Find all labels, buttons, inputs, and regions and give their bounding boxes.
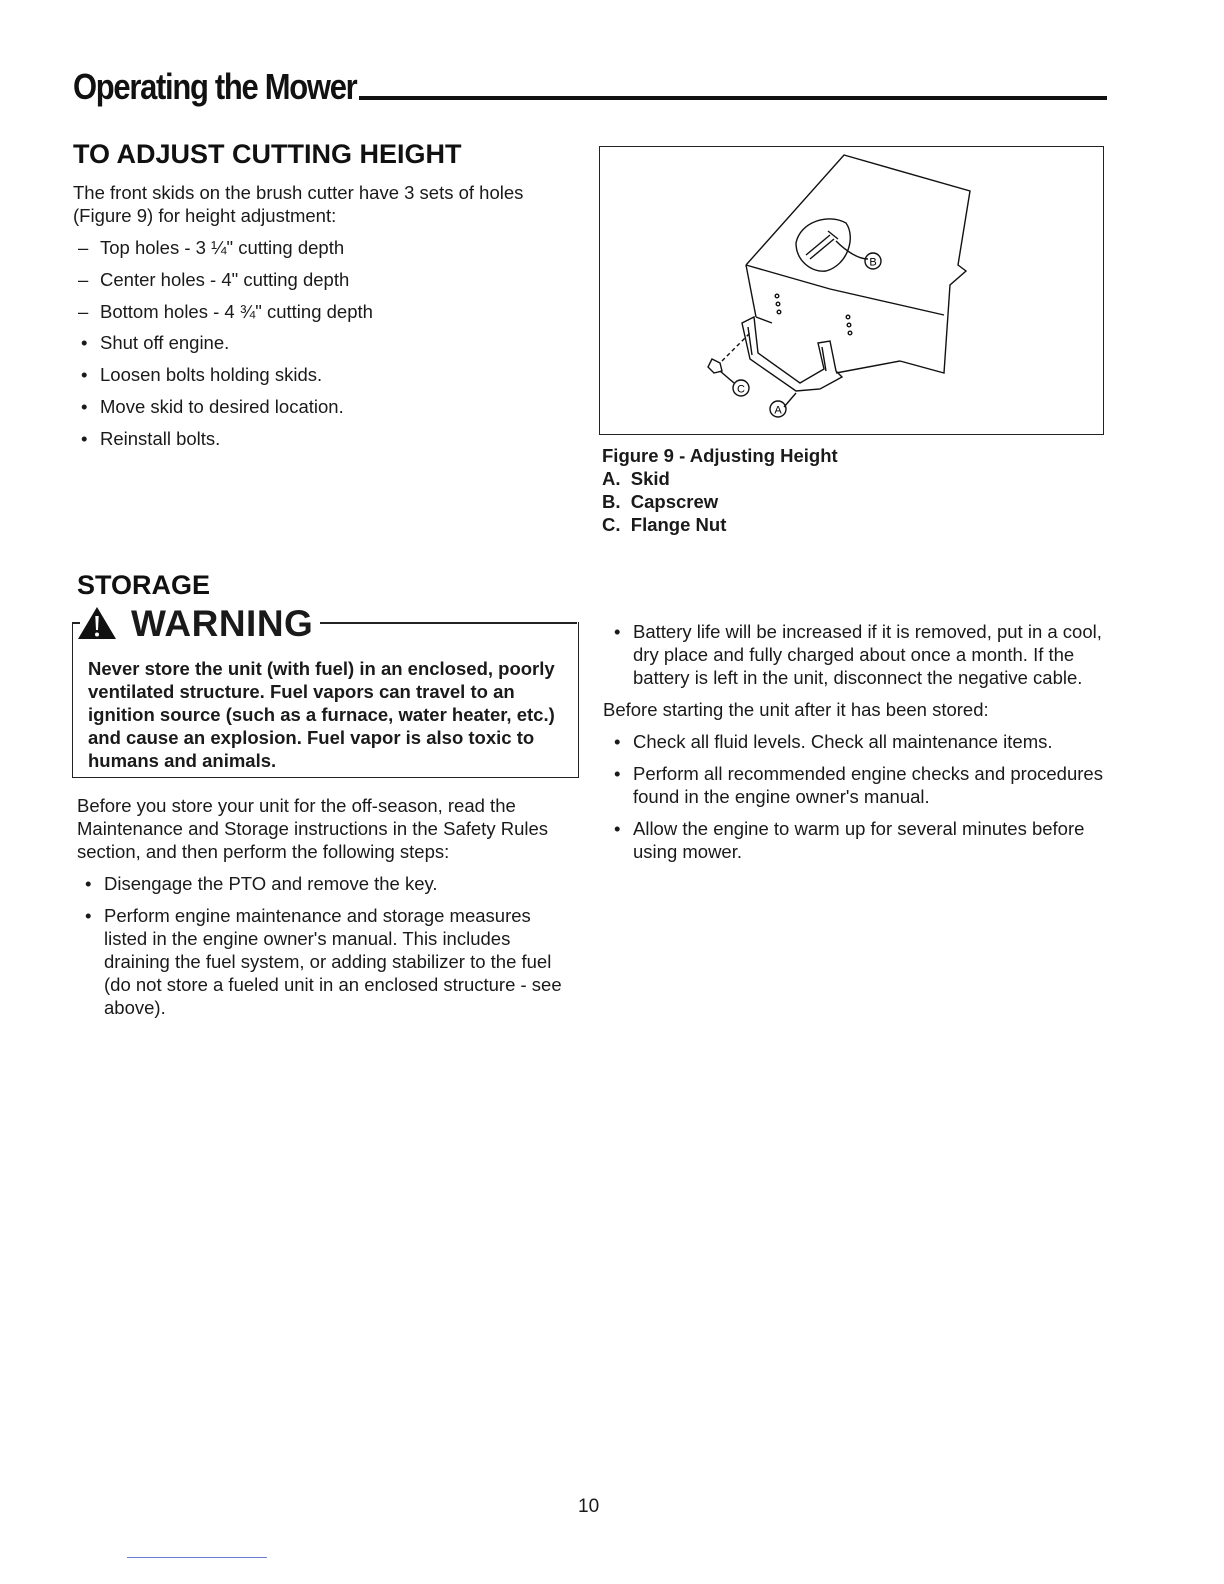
figure-legend-item: B. Capscrew bbox=[602, 491, 719, 512]
list-item: • Reinstall bolts. bbox=[73, 427, 573, 450]
list-item: • Perform all recommended engine checks and procedures found in the engine owner's manual. bbox=[606, 762, 1106, 808]
cutting-height-section bbox=[73, 139, 573, 450]
callout-c: C bbox=[737, 383, 745, 396]
list-item: • Perform engine maintenance and storage measures listed in the engine owner's manual. This includes draining the fuel system, or adding stabilizer to the fuel (do not store a fueled unit in an enclosed structure - see above). bbox=[77, 904, 572, 1019]
figure-legend-item: A. Skid bbox=[602, 468, 670, 489]
list-item: • Loosen bolts holding skids. bbox=[73, 363, 573, 386]
adjust-steps-list bbox=[73, 331, 573, 450]
storage-right-column bbox=[603, 620, 1106, 863]
warning-box-top-border bbox=[320, 622, 577, 624]
list-item: – Top holes - 3 ¼" cutting depth bbox=[73, 236, 573, 259]
header-rule bbox=[359, 96, 1107, 100]
list-item: • Move skid to desired location. bbox=[73, 395, 573, 418]
warning-triangle-icon bbox=[76, 605, 118, 641]
after-storage-list bbox=[606, 730, 1106, 863]
figure-caption-title: Figure 9 - Adjusting Height bbox=[602, 445, 838, 466]
storage-intro: Before you store your unit for the off-season, read the Maintenance and Storage instructions in the Safety Rules section, and then perform the following steps: bbox=[77, 795, 549, 862]
figure-9-frame bbox=[599, 146, 1104, 435]
warning-text: Never store the unit (with fuel) in an enclosed, poorly ventilated structure. Fuel vapors can travel to an ignition source (such as a furnace, water heater, etc.) and cause an explosion. Fuel vapor is also toxic to humans and animals. bbox=[88, 658, 555, 771]
list-item: – Bottom holes - 4 ¾" cutting depth bbox=[73, 300, 573, 323]
list-item: • Check all fluid levels. Check all maintenance items. bbox=[606, 730, 1106, 753]
battery-list bbox=[606, 620, 1106, 689]
callout-a: A bbox=[774, 404, 782, 417]
hole-depth-list bbox=[73, 236, 573, 323]
figure-caption bbox=[602, 444, 838, 536]
page-number: 10 bbox=[578, 1496, 600, 1517]
cutting-height-intro: The front skids on the brush cutter have 3 sets of holes (Figure 9) for height adjustment: bbox=[73, 182, 524, 226]
page-header-title: Operating the Mower bbox=[73, 66, 357, 107]
list-item: • Allow the engine to warm up for several minutes before using mower. bbox=[606, 817, 1106, 863]
after-storage-intro: Before starting the unit after it has been stored: bbox=[603, 699, 989, 720]
storage-heading: STORAGE bbox=[77, 570, 211, 600]
warning-title: WARNING bbox=[131, 603, 314, 644]
storage-steps-list bbox=[77, 872, 572, 1019]
footer-link-underline[interactable] bbox=[127, 1557, 267, 1558]
list-item: • Disengage the PTO and remove the key. bbox=[77, 872, 572, 895]
list-item: • Battery life will be increased if it is removed, put in a cool, dry place and fully charged about once a month. If the battery is left in the unit, disconnect the negative cable. bbox=[606, 620, 1106, 689]
list-item: • Shut off engine. bbox=[73, 331, 573, 354]
cutting-height-heading: TO ADJUST CUTTING HEIGHT bbox=[73, 139, 462, 169]
list-item: – Center holes - 4" cutting depth bbox=[73, 268, 573, 291]
callout-b: B bbox=[869, 256, 877, 269]
storage-left-column bbox=[77, 794, 572, 1019]
figure-legend-item: C. Flange Nut bbox=[602, 514, 727, 535]
skid-adjustment-illustration bbox=[600, 147, 1103, 434]
